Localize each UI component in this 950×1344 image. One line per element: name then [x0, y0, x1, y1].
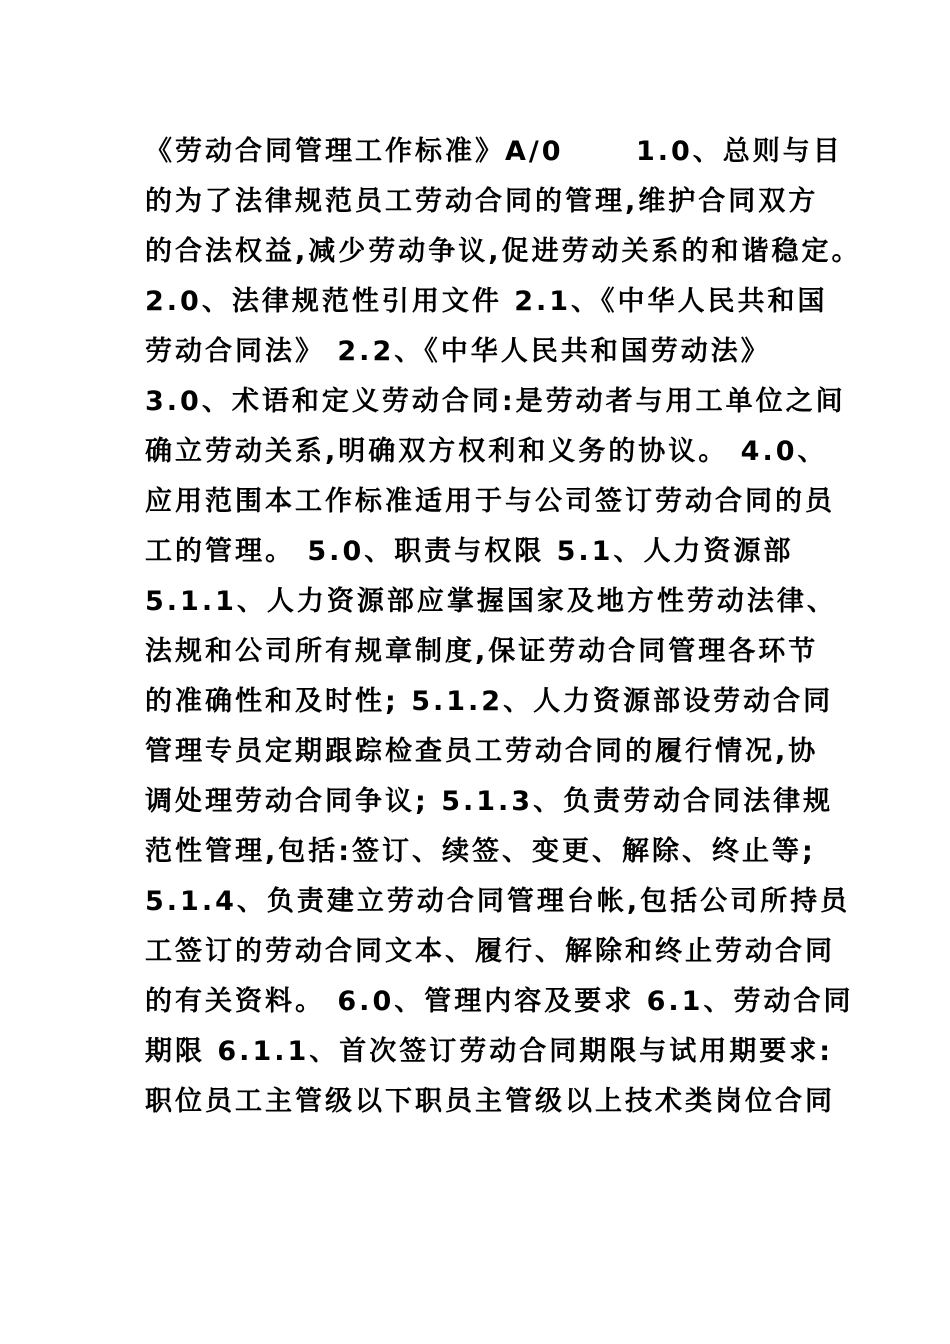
text-line: 管理专员定期跟踪检查员工劳动合同的履行情况,协	[145, 736, 819, 767]
text-line: 的合法权益,减少劳动争议,促进劳动关系的和谐稳定。	[145, 236, 862, 267]
text-line: 调处理劳动合同争议; 5.1.3、负责劳动合同法律规	[145, 786, 834, 817]
text-line: 的为了法律规范员工劳动合同的管理,维护合同双方	[145, 186, 819, 217]
text-line: 职位员工主管级以下职员主管级以上技术类岗位合同	[145, 1086, 835, 1117]
text-line: 2.0、法律规范性引用文件 2.1、《中华人民共和国	[145, 286, 828, 317]
text-line: 劳动合同法》 2.2、《中华人民共和国劳动法》	[145, 336, 771, 367]
text-line: 的准确性和及时性; 5.1.2、人力资源部设劳动合同	[145, 686, 834, 717]
text-line: 《劳动合同管理工作标准》A/0 1.0、总则与目	[145, 136, 843, 167]
text-line: 工的管理。 5.0、职责与权限 5.1、人力资源部	[145, 536, 794, 567]
text-line: 5.1.1、人力资源部应掌握国家及地方性劳动法律、	[145, 586, 837, 617]
text-line: 法规和公司所有规章制度,保证劳动合同管理各环节	[145, 636, 819, 667]
text-line: 应用范围本工作标准适用于与公司签订劳动合同的员	[145, 486, 835, 517]
text-line: 工签订的劳动合同文本、履行、解除和终止劳动合同	[145, 936, 835, 967]
text-line: 3.0、术语和定义劳动合同:是劳动者与用工单位之间	[145, 386, 846, 417]
text-line: 5.1.4、负责建立劳动合同管理台帐,包括公司所持员	[145, 886, 851, 917]
text-line: 的有关资料。 6.0、管理内容及要求 6.1、劳动合同	[145, 986, 854, 1017]
text-line: 期限 6.1.1、首次签订劳动合同期限与试用期要求:	[145, 1036, 834, 1067]
text-line: 范性管理,包括:签订、续签、变更、解除、终止等;	[145, 836, 816, 867]
text-line: 确立劳动关系,明确双方权利和义务的协议。 4.0、	[145, 436, 828, 467]
